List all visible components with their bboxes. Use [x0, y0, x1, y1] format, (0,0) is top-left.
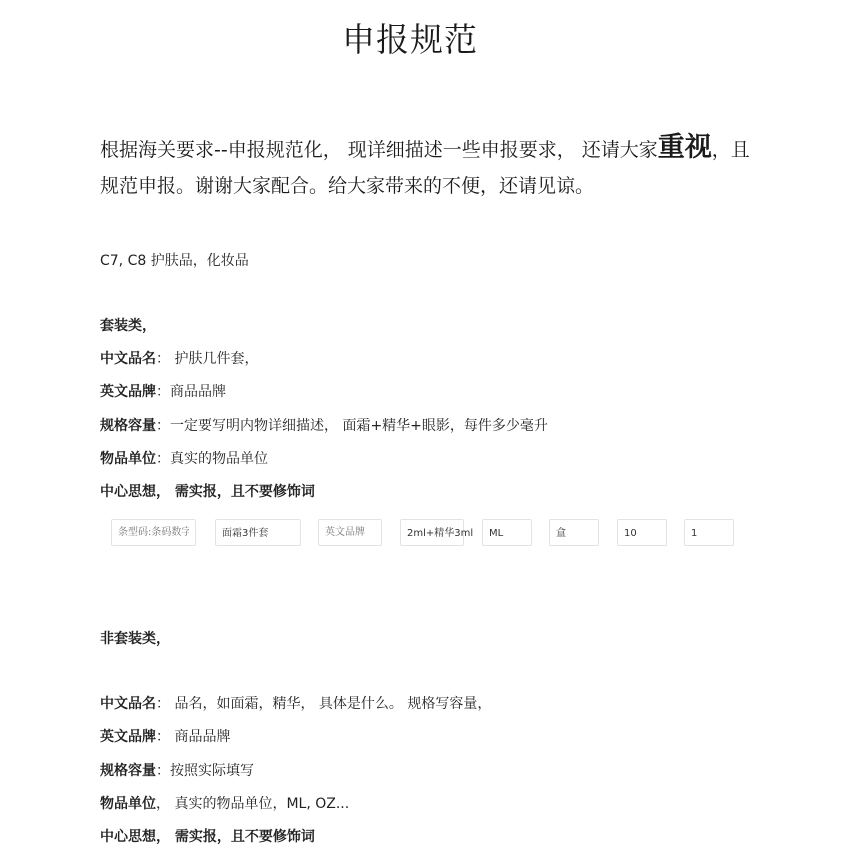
nonset-principle-line	[100, 826, 315, 846]
en-brand-field[interactable]	[318, 519, 382, 546]
intro-text-before: 根据海关要求--申报规范化， 现详细描述一些申报要求， 还请大家	[100, 139, 658, 161]
set-en-brand-value: ：商品品牌	[156, 384, 226, 400]
set-principle-line	[100, 481, 315, 501]
category-label: C7, C8 护肤品，化妆品	[100, 253, 249, 269]
intro-paragraph	[100, 130, 760, 204]
nonset-principle: 中心思想， 需实报，且不要修饰词	[100, 829, 315, 845]
nonset-cn-name-label: 中文品名	[100, 696, 156, 712]
cn-name-field[interactable]: 面霜3件套	[215, 519, 301, 546]
page-title: 申报规范	[342, 20, 478, 59]
intro-emphasis: 重视	[657, 132, 712, 163]
nonset-en-brand-label: 英文品牌	[100, 729, 156, 745]
set-spec-line	[100, 415, 548, 435]
set-cn-name-value: ： 护肤几件套，	[156, 351, 259, 367]
set-unit-value: ：真实的物品单位	[156, 451, 268, 467]
set-spec-label: 规格容量	[100, 418, 156, 434]
nonset-cn-name-value: ： 品名，如面霜，精华， 具体是什么。 规格写容量，	[156, 696, 492, 712]
set-principle: 中心思想， 需实报，且不要修饰词	[100, 484, 315, 500]
barcode-field[interactable]	[111, 519, 196, 546]
nonset-spec-value: ：按照实际填写	[156, 763, 254, 779]
nonset-spec-label: 规格容量	[100, 763, 156, 779]
set-unit-line	[100, 448, 268, 468]
nonset-heading	[100, 628, 170, 648]
quantity-field[interactable]: 10	[617, 519, 667, 546]
count-field[interactable]: 1	[684, 519, 734, 546]
nonset-unit-label: 物品单位	[100, 796, 156, 812]
set-en-brand-line	[100, 381, 226, 401]
set-heading-text: 套装类，	[100, 318, 156, 334]
nonset-en-brand-value: ： 商品品牌	[156, 729, 231, 745]
nonset-unit-value: ， 真实的物品单位，ML, OZ...	[156, 796, 350, 812]
nonset-spec-line	[100, 760, 254, 780]
nonset-cn-name-line	[100, 693, 491, 713]
intro-text-after: ，且规范申报。谢谢大家配合。给大家带来的不便，还请见谅。	[100, 139, 750, 197]
package-field[interactable]: 盒	[549, 519, 599, 546]
set-en-brand-label: 英文品牌	[100, 384, 156, 400]
spec-field[interactable]: 2ml+精华3ml	[400, 519, 464, 546]
set-heading	[100, 315, 156, 335]
nonset-en-brand-line	[100, 726, 230, 746]
unit-field[interactable]: ML	[482, 519, 532, 546]
set-spec-value: ：一定要写明内物详细描述， 面霜+精华+眼影，每件多少毫升	[156, 418, 548, 434]
set-unit-label: 物品单位	[100, 451, 156, 467]
nonset-heading-text: 非套装类，	[100, 631, 170, 647]
nonset-unit-line	[100, 793, 349, 813]
set-cn-name-label: 中文品名	[100, 351, 156, 367]
set-cn-name-line	[100, 348, 258, 368]
